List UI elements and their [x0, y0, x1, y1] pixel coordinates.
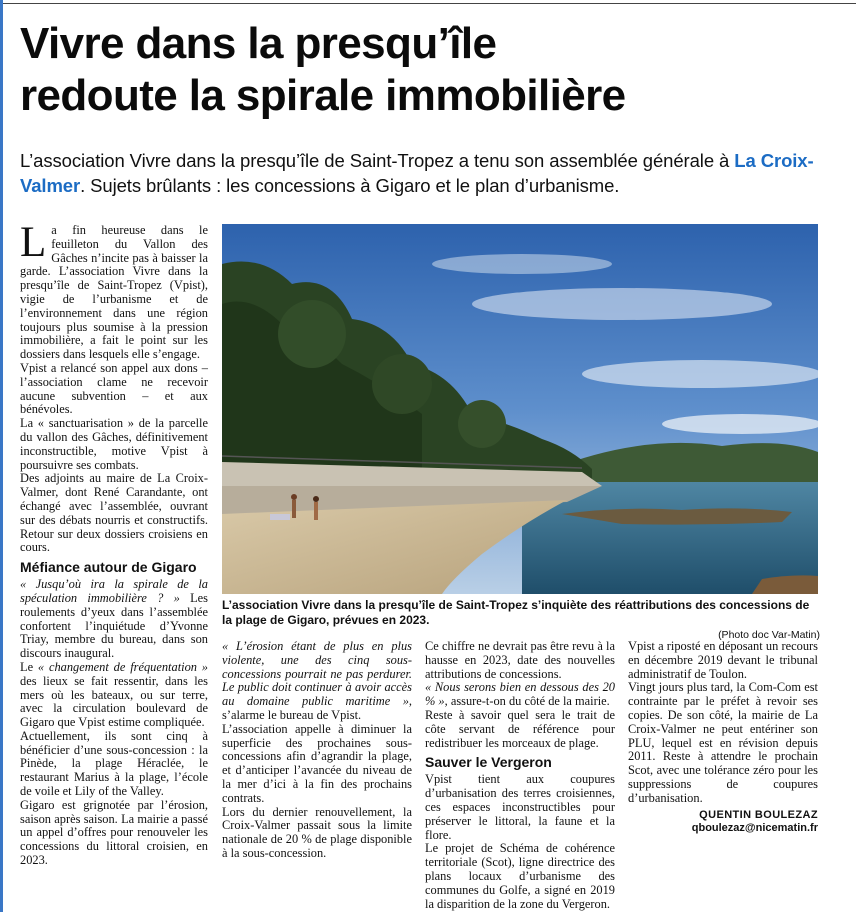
author-name: QUENTIN BOULEZAZ	[699, 808, 818, 821]
subheading-vergeron: Sauver le Vergeron	[425, 754, 552, 771]
paragraph-9: « L’érosion étant de plus en plus violente, une des cinq sous-concessions pourrait ne pas perdurer. Le public doit continuer à avoir accès au domaine public maritime », s’alarme le bureau de Vpist.	[222, 639, 412, 722]
paragraph-4: Des adjoints au maire de La Croix-Valmer, dont René Carandante, ont échangé avec l’assemblée, ouvrant sur des débats nourris et constructifs. Retour sur deux dossiers croisiens en cours.	[20, 471, 208, 555]
headline-line-2: redoute la spirale immobilière	[20, 71, 626, 120]
article-column-1	[20, 219, 209, 868]
paragraph-5: « Jusqu’où ira la spirale de la spéculation immobilière ? » Les roulements d’yeux dans l’assemblée confortent l’inquiétude d’Yvonne Triay, membre du bureau, dans son discours inaugural.	[20, 577, 208, 661]
paragraph-15: Vpist tient aux coupures d’urbanisation des terres croisiennes, ces espaces inconstructibles pour préserver le littoral, la faune et la flore.	[425, 772, 615, 842]
paragraph-17: Vpist a riposté en déposant un recours en décembre 2019 devant le tribunal administratif de Toulon.	[628, 639, 818, 681]
drop-cap: L	[20, 219, 47, 266]
subheading-gigaro: Méfiance autour de Gigaro	[20, 559, 197, 576]
lede-text-start: L’association Vivre dans la presqu’île de Saint-Tropez a tenu son assemblée générale à	[20, 150, 735, 171]
paragraph-10: L’association appelle à diminuer la superficie des prochaines sous-concessions afin d’agrandir la plage, et d’anticiper l’avancée du niveau de la mer d’ici à la fin des prochains contrats.	[222, 721, 412, 805]
lede-text-end: . Sujets brûlants : les concessions à Gigaro et le plan d’urbanisme.	[80, 175, 620, 196]
photo-caption	[222, 598, 820, 643]
headline	[20, 18, 850, 122]
paragraph-11: Lors du dernier renouvellement, la Croix-Valmer passait sous la limite nationale de 20 % de plage disponible à la sous-concession.	[222, 804, 412, 860]
headline-line-1: Vivre dans la presqu’île	[20, 19, 497, 68]
photo-credit: (Photo doc Var-Matin)	[718, 629, 820, 641]
lede-location: La Croix-Valmer	[20, 150, 814, 196]
article-column-3	[425, 640, 615, 911]
paragraph-1: La fin heureuse dans le feuilleton du Vallon des Gâches n’incite pas à baisser la garde. L’association Vivre dans la presqu’île de Saint-Tropez (Vpist), vigie de l’urbanisme et de l’environnement dans une région toujours plus soumise à la pression immobilière, a fait le point sur les dossiers dans lesquels elle s’engage.	[20, 219, 208, 362]
paragraph-6: Le « changement de fréquentation » des lieux se fait ressentir, dans les mers où les bateaux, ou sur terre, avec la circulation boulevard de Gigaro que Vpist estime compliquée.	[20, 659, 209, 730]
paragraph-13: « Nous serons bien en dessous des 20 % », assure-t-on du côté de la mairie.	[425, 680, 615, 709]
paragraph-3: La « sanctuarisation » de la parcelle du vallon des Gâches, définitivement inconstructible, motive Vpist à poursuivre ses combats.	[20, 416, 208, 472]
caption-text: L’association Vivre dans la presqu’île de Saint-Tropez s’inquiète des réattributions des concessions de la plage de Gigaro, prévues en 2023.	[222, 598, 810, 627]
article-column-2	[222, 640, 412, 861]
paragraph-2: Vpist a relancé son appel aux dons – l’association clame ne recevoir aucune subvention – et aux bénévoles.	[20, 360, 208, 417]
paragraph-8: Gigaro est grignotée par l’érosion, saison après saison. La mairie a passé un appel d’offres pour renouveler les concessions du littoral croisien, en 2023.	[20, 797, 208, 868]
lede	[20, 148, 850, 198]
paragraph-14: Reste à savoir quel sera le trait de côte servant de référence pour redistribuer les morceaux de plage.	[425, 707, 615, 750]
paragraph-18: Vingt jours plus tard, la Com-Com est contrainte par le préfet à revoir ses copies. De son côté, la mairie de La Croix-Valmer ne peut entériner son PLU, lequel est en révision depuis 2011. Reste à attendre le prochain Scot, avec une tolérance zéro pour les suppressions de coupures d’urbanisation.	[628, 680, 818, 805]
top-rule	[0, 3, 856, 4]
article-column-4	[628, 640, 818, 836]
left-accent-bar	[0, 0, 3, 912]
paragraph-12: Ce chiffre ne devrait pas être revu à la hausse en 2023, date des nouvelles attributions de concessions.	[425, 639, 615, 681]
author-email: qboulezaz@nicematin.fr	[691, 822, 818, 835]
paragraph-7: Actuellement, ils sont cinq à bénéficier d’une sous-concession : la Pinède, la plage Héraclée, le restaurant Marius à la plage, l’école de voile et Lily of the Valley.	[20, 728, 208, 799]
paragraph-16: Le projet de Schéma de cohérence territoriale (Scot), ligne directrice des plans locaux d’urbanisme des communes du Golfe, a signé en 2019 la disparition de la zone du Vergeron.	[425, 841, 615, 911]
beach-photo	[222, 224, 818, 594]
